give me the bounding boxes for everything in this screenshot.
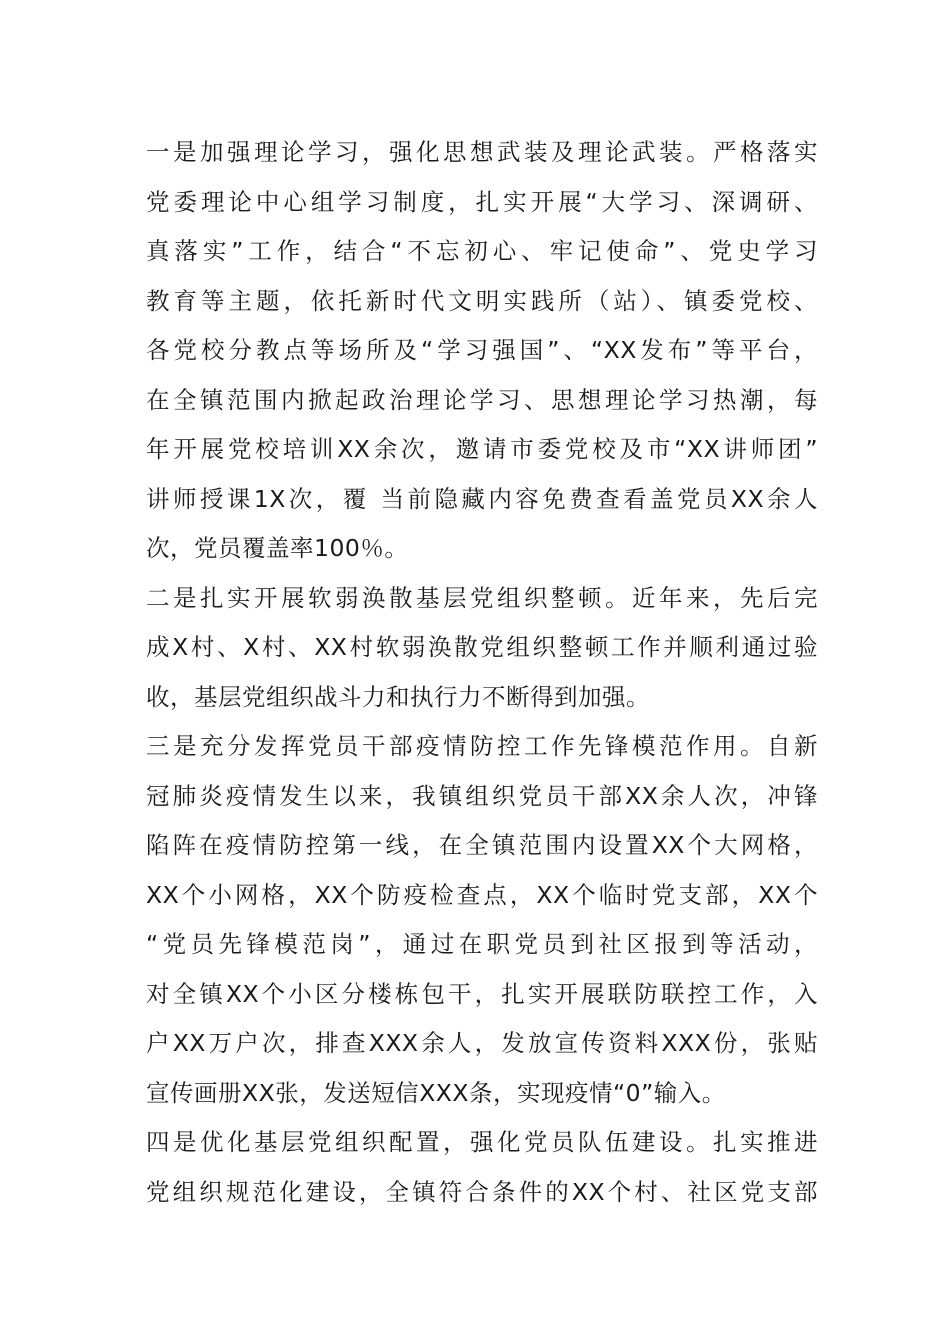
document-body bbox=[146, 128, 818, 1217]
text-line: 在全镇范围内掀起政治理论学习、思想理论学习热潮，每 bbox=[146, 385, 818, 414]
text-line: “党员先锋模范岗”，通过在职党员到社区报到等活动， bbox=[146, 930, 818, 958]
text-line: 党委理论中心组学习制度，扎实开展“大学习、深调研、 bbox=[146, 187, 818, 216]
text-line: 对全镇XX个小区分楼栋包干，扎实开展联防联控工作，入 bbox=[146, 979, 818, 1008]
paragraph-organization-config bbox=[146, 1118, 818, 1217]
text-line: 讲师授课1X次，覆 当前隐藏内容免费查看盖党员XX余人 bbox=[146, 484, 818, 513]
text-line: 成X村、X村、XX村软弱涣散党组织整顿工作并顺利通过验 bbox=[146, 633, 818, 661]
text-line: 陷阵在疫情防控第一线，在全镇范围内设置XX个大网格， bbox=[146, 831, 818, 859]
text-line: 年开展党校培训XX余次，邀请市委党校及市“XX讲师团” bbox=[146, 435, 818, 463]
text-line: 教育等主题，依托新时代文明实践所（站）、镇委党校、 bbox=[146, 286, 818, 315]
text-line: 二是扎实开展软弱涣散基层党组织整顿。近年来，先后完 bbox=[146, 583, 818, 612]
paragraph-epidemic-control bbox=[146, 722, 818, 1118]
text-line: 冠肺炎疫情发生以来，我镇组织党员干部XX余人次，冲锋 bbox=[146, 781, 818, 810]
text-line: 各党校分教点等场所及“学习强国”、“XX发布”等平台， bbox=[146, 336, 818, 364]
text-line: 收，基层党组织战斗力和执行力不断得到加强。 bbox=[146, 682, 650, 711]
text-line: 真落实”工作，结合“不忘初心、牢记使命”、党史学习 bbox=[146, 237, 818, 265]
text-line: 一是加强理论学习，强化思想武装及理论武装。严格落实 bbox=[146, 138, 818, 166]
text-line: 三是充分发挥党员干部疫情防控工作先锋模范作用。自新 bbox=[146, 732, 818, 760]
paragraph-theory-study bbox=[146, 128, 818, 574]
text-line: 宣传画册XX张，发送短信XXX条，实现疫情“0”输入。 bbox=[146, 1078, 726, 1107]
paragraph-rectification bbox=[146, 574, 818, 723]
text-line: 户XX万户次，排查XXX余人，发放宣传资料XXX份，张贴 bbox=[146, 1029, 818, 1057]
text-line: 四是优化基层党组织配置，强化党员队伍建设。扎实推进 bbox=[146, 1128, 818, 1156]
text-line: 次，党员覆盖率100％。 bbox=[146, 534, 409, 562]
text-line: 党组织规范化建设，全镇符合条件的XX个村、社区党支部 bbox=[146, 1177, 818, 1206]
text-line: XX个小网格，XX个防疫检查点，XX个临时党支部，XX个 bbox=[146, 880, 818, 909]
